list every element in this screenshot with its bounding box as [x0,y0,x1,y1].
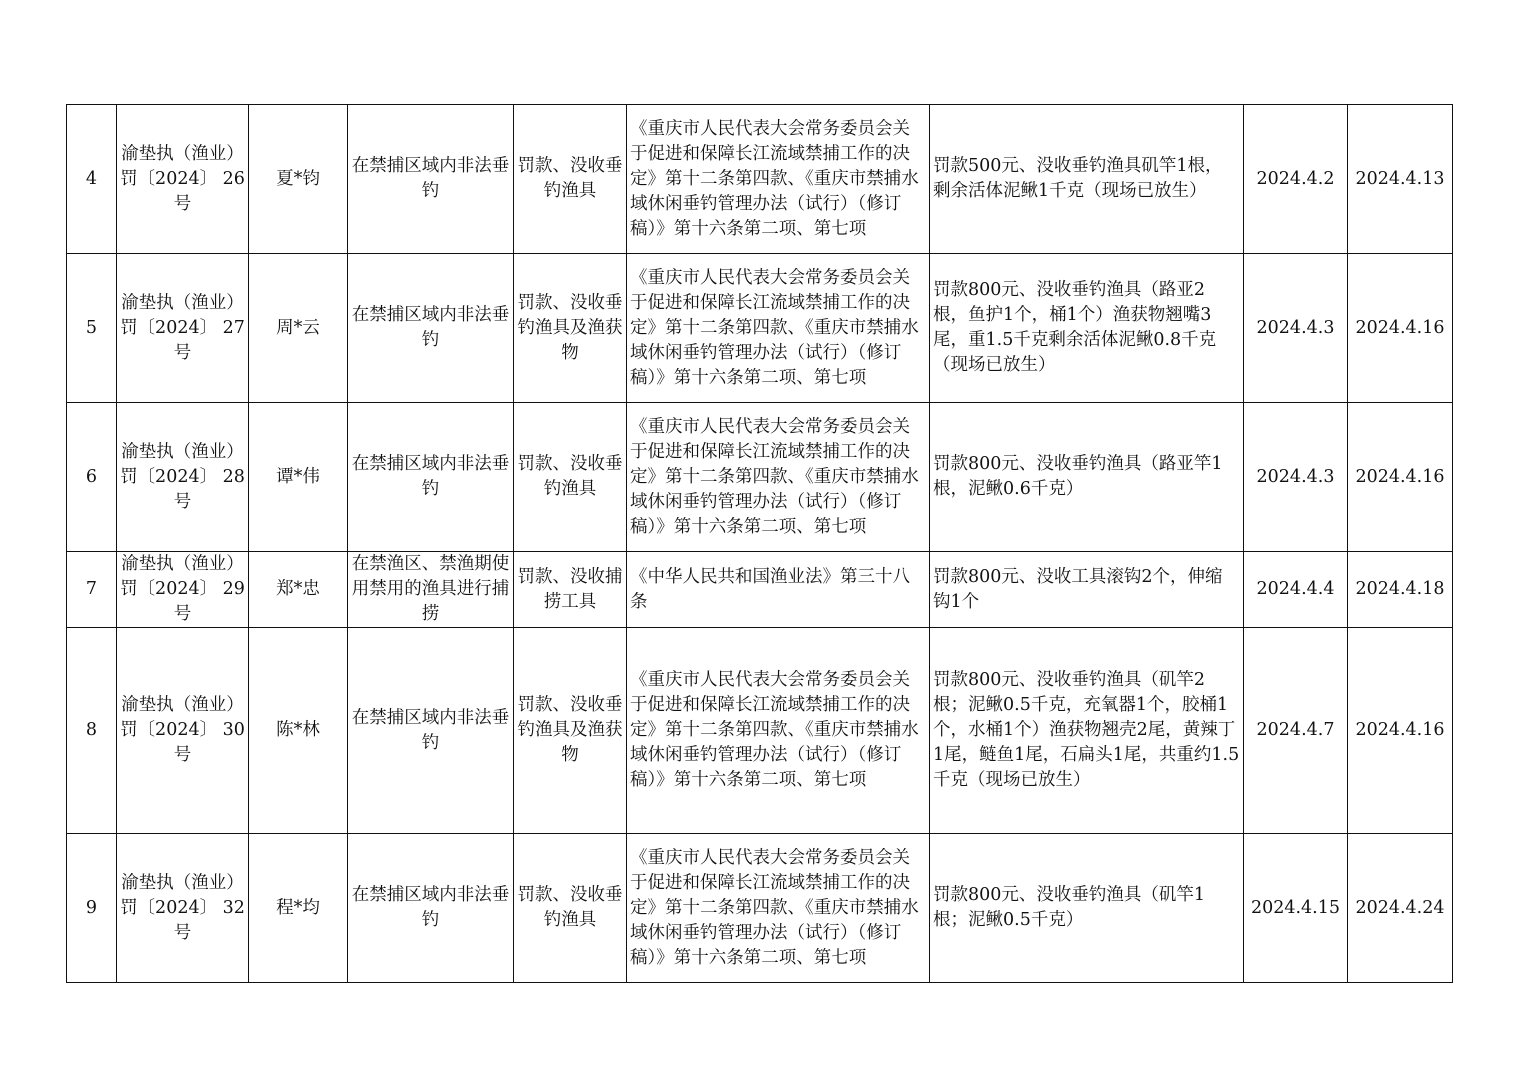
legal-basis: 《重庆市人民代表大会常务委员会关于促进和保障长江流域禁捕工作的决定》第十二条第四款、《重庆市禁捕水域休闲垂钓管理办法（试行）（修订稿）》第十六条第二项、第七项 [627,105,930,254]
legal-basis: 《重庆市人民代表大会常务委员会关于促进和保障长江流域禁捕工作的决定》第十二条第四款、《重庆市禁捕水域休闲垂钓管理办法（试行）（修订稿）》第十六条第二项、第七项 [627,834,930,983]
row-number: 6 [67,403,117,552]
close-date: 2024.4.24 [1348,834,1453,983]
row-number: 7 [67,552,117,628]
row-number: 4 [67,105,117,254]
row-number: 5 [67,254,117,403]
table-row [67,105,1453,254]
decision-date: 2024.4.7 [1244,628,1348,834]
party-name: 陈*林 [249,628,348,834]
row-number: 9 [67,834,117,983]
party-name: 郑*忠 [249,552,348,628]
penalty-result: 罚款800元、没收垂钓渔具（路亚2根，鱼护1个，桶1个）渔获物翘嘴3尾，重1.5千克剩余活体泥鳅0.8千克（现场已放生） [930,254,1244,403]
close-date: 2024.4.13 [1348,105,1453,254]
penalty-table [66,104,1453,983]
penalty-type: 罚款、没收垂钓渔具 [514,105,627,254]
decision-date: 2024.4.3 [1244,254,1348,403]
close-date: 2024.4.16 [1348,254,1453,403]
penalty-result: 罚款800元、没收垂钓渔具（路亚竿1根，泥鳅0.6千克） [930,403,1244,552]
penalty-type: 罚款、没收垂钓渔具 [514,834,627,983]
decision-date: 2024.4.4 [1244,552,1348,628]
table-row [67,552,1453,628]
penalty-result: 罚款800元、没收垂钓渔具（矶竿1根；泥鳅0.5千克） [930,834,1244,983]
penalty-type: 罚款、没收垂钓渔具及渔获物 [514,254,627,403]
penalty-result: 罚款500元、没收垂钓渔具矶竿1根，剩余活体泥鳅1千克（现场已放生） [930,105,1244,254]
violation-fact: 在禁捕区域内非法垂钓 [348,254,514,403]
penalty-type: 罚款、没收捕捞工具 [514,552,627,628]
case-number: 渝垫执（渔业）罚〔2024〕 27号 [117,254,249,403]
case-number: 渝垫执（渔业）罚〔2024〕 29号 [117,552,249,628]
penalty-result: 罚款800元、没收工具滚钩2个，伸缩钩1个 [930,552,1244,628]
case-number: 渝垫执（渔业）罚〔2024〕 28号 [117,403,249,552]
legal-basis: 《中华人民共和国渔业法》第三十八条 [627,552,930,628]
legal-basis: 《重庆市人民代表大会常务委员会关于促进和保障长江流域禁捕工作的决定》第十二条第四款、《重庆市禁捕水域休闲垂钓管理办法（试行）（修订稿）》第十六条第二项、第七项 [627,254,930,403]
close-date: 2024.4.18 [1348,552,1453,628]
party-name: 谭*伟 [249,403,348,552]
case-number: 渝垫执（渔业）罚〔2024〕 26号 [117,105,249,254]
party-name: 周*云 [249,254,348,403]
violation-fact: 在禁渔区、禁渔期使用禁用的渔具进行捕捞 [348,552,514,628]
legal-basis: 《重庆市人民代表大会常务委员会关于促进和保障长江流域禁捕工作的决定》第十二条第四款、《重庆市禁捕水域休闲垂钓管理办法（试行）（修订稿）》第十六条第二项、第七项 [627,628,930,834]
decision-date: 2024.4.3 [1244,403,1348,552]
table-row [67,628,1453,834]
violation-fact: 在禁捕区域内非法垂钓 [348,628,514,834]
close-date: 2024.4.16 [1348,403,1453,552]
row-number: 8 [67,628,117,834]
party-name: 夏*钧 [249,105,348,254]
table-row [67,834,1453,983]
violation-fact: 在禁捕区域内非法垂钓 [348,403,514,552]
violation-fact: 在禁捕区域内非法垂钓 [348,105,514,254]
decision-date: 2024.4.2 [1244,105,1348,254]
table-row [67,254,1453,403]
close-date: 2024.4.16 [1348,628,1453,834]
table-row [67,403,1453,552]
penalty-type: 罚款、没收垂钓渔具 [514,403,627,552]
party-name: 程*均 [249,834,348,983]
case-number: 渝垫执（渔业）罚〔2024〕 32号 [117,834,249,983]
decision-date: 2024.4.15 [1244,834,1348,983]
violation-fact: 在禁捕区域内非法垂钓 [348,834,514,983]
case-number: 渝垫执（渔业）罚〔2024〕 30号 [117,628,249,834]
legal-basis: 《重庆市人民代表大会常务委员会关于促进和保障长江流域禁捕工作的决定》第十二条第四款、《重庆市禁捕水域休闲垂钓管理办法（试行）（修订稿）》第十六条第二项、第七项 [627,403,930,552]
penalty-type: 罚款、没收垂钓渔具及渔获物 [514,628,627,834]
penalty-result: 罚款800元、没收垂钓渔具（矶竿2根；泥鳅0.5千克，充氧器1个，胶桶1个，水桶1个）渔获物翘壳2尾，黄辣丁1尾，鲢鱼1尾，石扁头1尾，共重约1.5千克（现场已放生） [930,628,1244,834]
